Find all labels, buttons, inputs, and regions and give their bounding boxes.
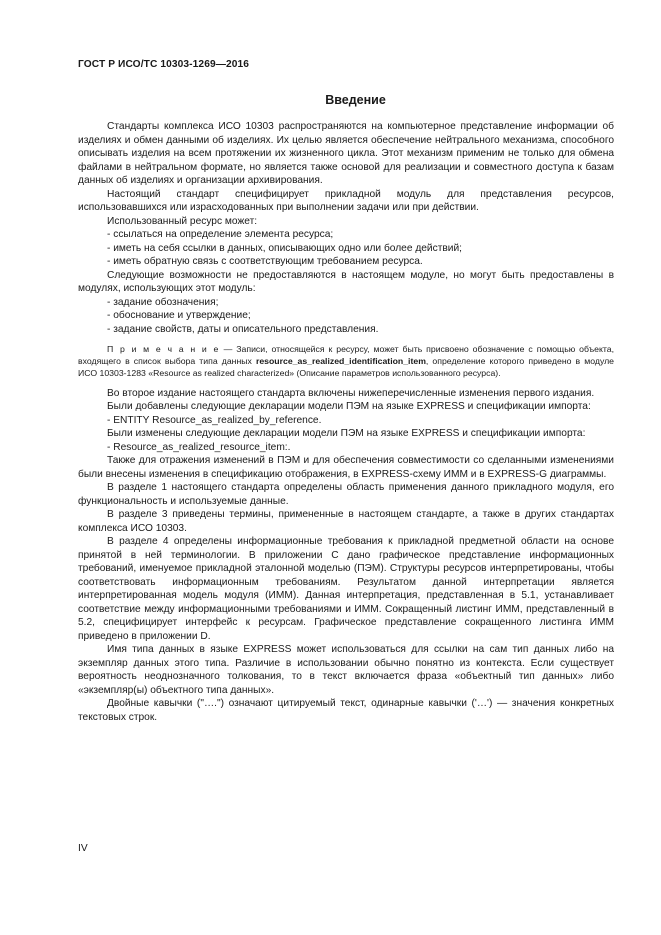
paragraph: Были добавлены следующие декларации модели ПЭМ на языке EXPRESS и спецификации импорта: (107, 401, 591, 413)
page-number: IV (78, 843, 88, 854)
list-item: - задание свойств, даты и описательного представления. (107, 323, 379, 335)
paragraph: В разделе 1 настоящего стандарта определены область применения данного прикладного модуля, его функциональность и используемые данные. (78, 482, 614, 507)
list-item: - Resource_as_realized_resource_item:. (107, 441, 291, 453)
paragraph: Имя типа данных в языке EXPRESS может использоваться для ссылки на сам тип данных либо на экземпляр данных этого типа. Различие в использовании обычно понятно из контекста. Если существует вероятность неоднозначного толкования, то в текст включается фраза «объектный тип данных» либо «экземпляр(ы) объектного типа данных». (78, 644, 614, 696)
paragraph: В разделе 3 приведены термины, примененные в настоящем стандарте, а также в других стандартах комплекса ИСО 10303. (78, 509, 614, 534)
note-text: — Записи, относящейся к ресурсу, может быть присвоено обозначение с помощью объекта, входящего в список выбора типа данных (78, 344, 614, 367)
list-item: - обоснование и утверждение; (107, 310, 251, 321)
paragraph: Следующие возможности не предоставляются в настоящем модуле, но могут быть предоставлены в модулях, использующих этот модуль: (78, 269, 614, 294)
paragraph: В разделе 4 определены информационные требования к прикладной предметной области на основе принятой в ней терминологии. В приложении С дано графическое представление информационных требований, именуемое прикладной эталонной моделью (ПЭМ). Структуры ресурсов интерпретированы, чтобы соответствовать информационным требованиям. Результатом данной интерпретации является интерпретированная модель модуля (ИММ). Данная интерпретация, представленная в 5.1, устанавливает соответствие между информационными требованиями и ИММ. Сокращенный листинг ИММ, представленный в 5.2, специфицирует интерфейс к ресурсам. Графическое представление сокращенного листинга ИММ приведено в приложении D. (78, 536, 614, 642)
note-label: П р и м е ч а н и е (107, 344, 220, 354)
note (78, 343, 614, 380)
list-item: - ссылаться на определение элемента ресурса; (107, 229, 334, 240)
paragraph: Двойные кавычки ("….") означают цитируемый текст, одинарные кавычки ('…') — значения конкретных текстовых строк. (78, 698, 614, 723)
paragraph: Были изменены следующие декларации модели ПЭМ на языке EXPRESS и спецификации импорта: (107, 428, 586, 440)
list-item: - иметь обратную связь с соответствующим требованием ресурса. (107, 256, 423, 267)
paragraph: Настоящий стандарт специфицирует прикладной модуль для представления ресурсов, использовавшихся или израсходованных при выполнении задачи или при действии. (78, 188, 614, 213)
document-header: ГОСТ Р ИСО/ТС 10303-1269—2016 (78, 59, 250, 70)
list-item: - иметь на себя ссылки в данных, описывающих одно или более действий; (107, 242, 463, 254)
list-item: - ENTITY Resource_as_realized_by_reference. (107, 414, 322, 426)
paragraph: Стандарты комплекса ИСО 10303 распространяются на компьютерное представление информации об изделиях и обмен данными об изделиях. Их целью является обеспечение нейтрального механизма, способного описывать изделия на всем протяжении их жизненного цикла. Этот механизм применим не только для обмена файлами в нейтральном формате, но является также основой для реализации и совместного доступа к базам данных об изделиях и организации архивирования. (78, 121, 614, 186)
paragraph: Использованный ресурс может: (107, 215, 258, 227)
paragraph: Во второе издание настоящего стандарта включены нижеперечисленные изменения первого издания. (107, 387, 595, 399)
body-text (78, 120, 614, 724)
note-text: , определение которого приведено в модуле ИСО 10303-1283 «Resource as realized characterized» (Описание параметров использованного ресурса). (78, 356, 614, 379)
section-title: Введение (325, 93, 386, 107)
list-item: - задание обозначения; (107, 296, 219, 308)
paragraph: Также для отражения изменений в ПЭМ и для обеспечения совместимости со сделанными изменениями были внесены изменения в спецификацию отображения, в EXPRESS-схему ИММ и в EXPRESS-G диаграммы. (78, 455, 614, 480)
note-entity-name: resource_as_realized_identification_item (255, 356, 426, 367)
